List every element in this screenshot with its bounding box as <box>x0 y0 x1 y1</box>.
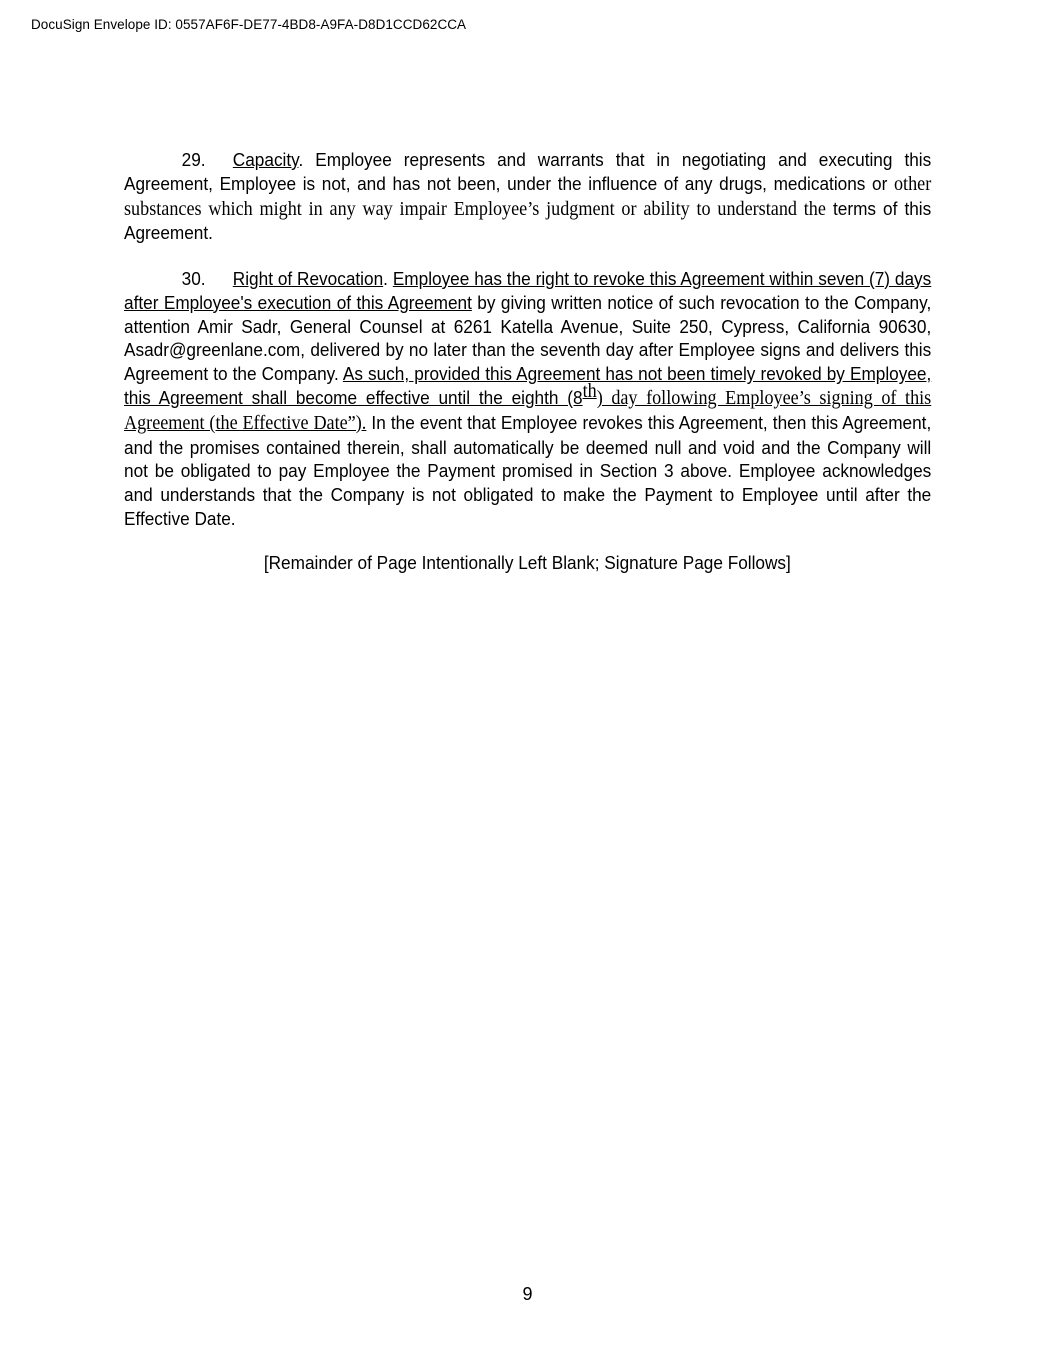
section-text: terms of this Agreement. <box>124 197 932 244</box>
page-number: 9 <box>522 1284 533 1304</box>
ordinal-superscript: th <box>582 380 597 402</box>
effective-date-clause: As such, provided this Agreement has not been timely revoked by Employee, this Agreement shall become effective until the eighth (8 <box>124 363 932 408</box>
section-text: . Employee represents and warrants that in negotiating and executing this Agreement, Employee is not, and has not been, under the influence of any drugs, medications or <box>124 149 932 194</box>
section-29-capacity <box>124 148 931 245</box>
remainder-note <box>0 551 1055 575</box>
section-30-right-of-revocation <box>124 267 931 531</box>
section-text: by giving written notice of such revocation to the Company, attention Amir Sadr, General Counsel at 6261 Katella Avenue, Suite 250, Cypress, California 90630, Asadr@greenlane.com, delivered by no later than the seventh day after Employee signs and delivers this Agreement to the Company. <box>124 291 932 385</box>
remainder-note-text: [Remainder of Page Intentionally Left Blank; Signature Page Follows] <box>264 552 791 573</box>
heading-separator: . <box>383 268 393 289</box>
section-heading: Right of Revocation <box>232 268 384 289</box>
section-number: 30. <box>181 268 206 289</box>
section-number: 29. <box>181 149 206 170</box>
effective-date-clause-end: ) day following Employee’s signing of this Agreement (the Effective Date”). <box>124 387 932 434</box>
section-text: In the event that Employee revokes this Agreement, then this Agreement, and the promises contained therein, shall automatically be deemed null and void and the Company will not be obligated to pay Employee the Payment promised in Section 3 above. Employee acknowledges and understands that the Company is not obligated to make the Payment to Employee until after the Effective Date. <box>124 411 932 529</box>
section-heading: Capacity <box>232 149 299 170</box>
section-text-serif: other substances which might in any way impair Employee’s judgment or ability to understand the <box>124 173 932 220</box>
revocation-right-clause: Employee has the right to revoke this Agreement within seven (7) days after Employee's execution of this Agreement <box>124 268 932 313</box>
docusign-envelope-id: DocuSign Envelope ID: 0557AF6F-DE77-4BD8-A9FA-D8D1CCD62CCA <box>31 17 467 32</box>
